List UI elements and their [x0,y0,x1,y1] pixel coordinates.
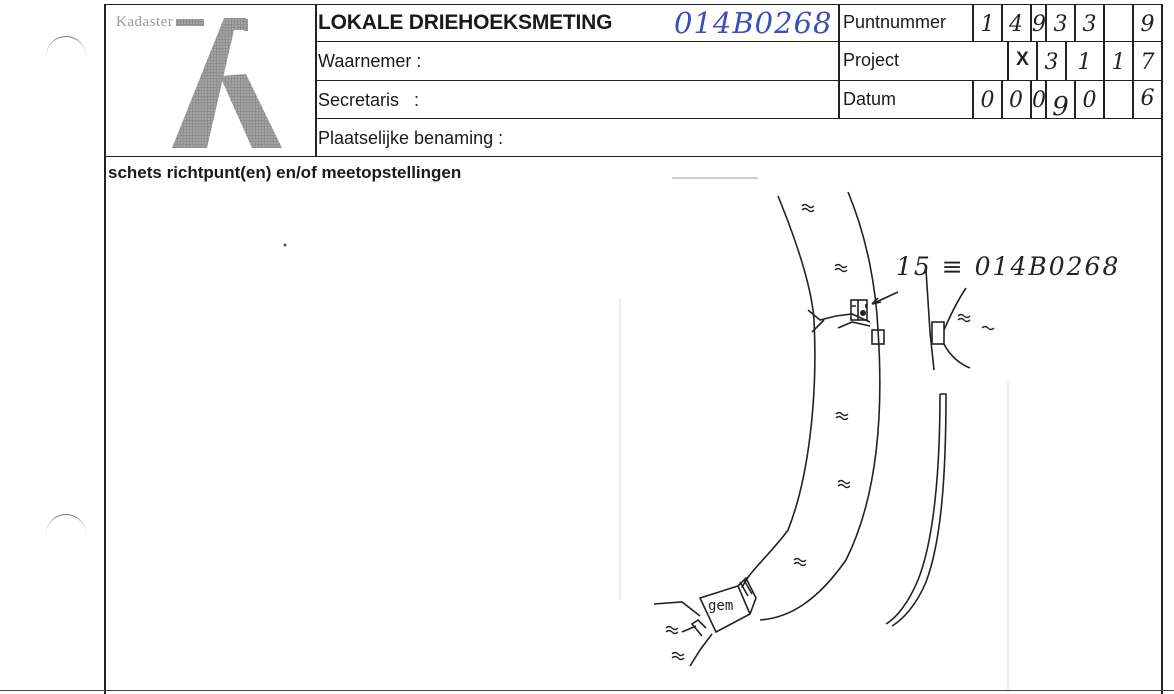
project-digit-3: 1 [1111,50,1126,75]
project-digit-2: 1 [1077,50,1092,75]
left-bank-line [742,196,815,588]
sketch-point-annotation: 15 ≡ 014B0268 [896,252,1121,281]
point-number-label: Puntnummer [843,12,947,32]
point-digit-2: 4 [1009,12,1023,37]
logo-brand-text: Kadaster [116,14,174,30]
date-label: Datum [843,89,897,109]
place-name-label: Plaatselijke benaming : [318,128,504,148]
point-digit-3: 9 [1032,12,1046,37]
project-label: Project [843,50,900,70]
point-digit-1: 1 [980,12,995,37]
form-title: LOKALE DRIEHOEKSMETING [318,11,613,34]
date-digit-4: 9 [1052,92,1069,122]
secretary-label: Secretaris : [318,90,420,110]
point-digit-5: 3 [1082,12,1097,37]
project-digit-1: 3 [1044,50,1059,75]
parallel-path-line [892,394,946,626]
handwritten-point-code: 014B0268 [674,6,833,40]
sketch-building-label: gem [708,598,734,614]
date-digit-5: 0 [1082,88,1097,113]
right-bank-line [760,192,880,620]
pump-building [700,586,750,632]
observer-label: Waarnemer : [318,51,422,71]
project-letter: X [1016,49,1029,70]
date-digit-3: 0 [1032,88,1046,113]
project-digit-4: 7 [1140,50,1155,75]
date-digit-1: 0 [980,88,995,113]
date-digit-6: 6 [1140,86,1155,111]
sketch-section-heading: schets richtpunt(en) en/of meetopstellingen [108,163,462,182]
date-digit-2: 0 [1009,88,1023,113]
point-digit-6: 9 [1140,12,1155,37]
point-digit-4: 3 [1053,12,1068,37]
